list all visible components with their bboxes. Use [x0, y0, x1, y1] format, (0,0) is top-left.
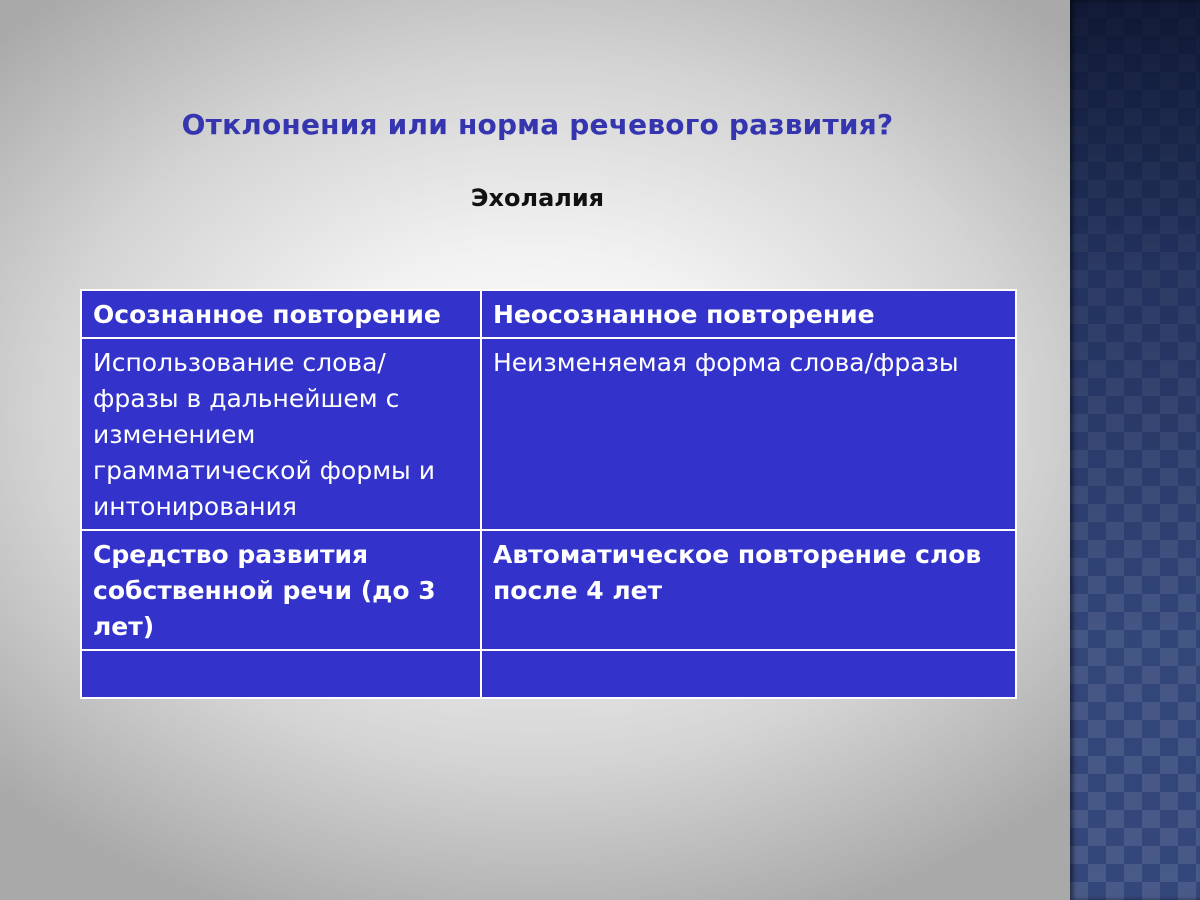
table-header-cell-conscious: Осознанное повторение	[81, 290, 481, 338]
table-header-row	[81, 290, 1016, 338]
table-cell: Использование слова/фразы в дальнейшем с изменением грамматической формы и интонирования	[81, 338, 481, 530]
table-row-empty	[81, 650, 1016, 698]
table-cell: Неизменяемая форма слова/фразы	[481, 338, 1016, 530]
table-row	[81, 530, 1016, 650]
table-row	[81, 338, 1016, 530]
slide-title: Отклонения или норма речевого развития?	[181, 108, 894, 141]
decorative-side-panel	[1070, 0, 1200, 900]
table-cell-empty	[481, 650, 1016, 698]
table-cell-empty	[81, 650, 481, 698]
table-cell: Автоматическое повторение слов после 4 лет	[481, 530, 1016, 650]
slide-subtitle: Эхолалия	[470, 184, 605, 212]
table-cell: Средство развития собственной речи (до 3 лет)	[81, 530, 481, 650]
echolalia-table	[80, 289, 1017, 699]
table-header-cell-unconscious: Неосознанное повторение	[481, 290, 1016, 338]
